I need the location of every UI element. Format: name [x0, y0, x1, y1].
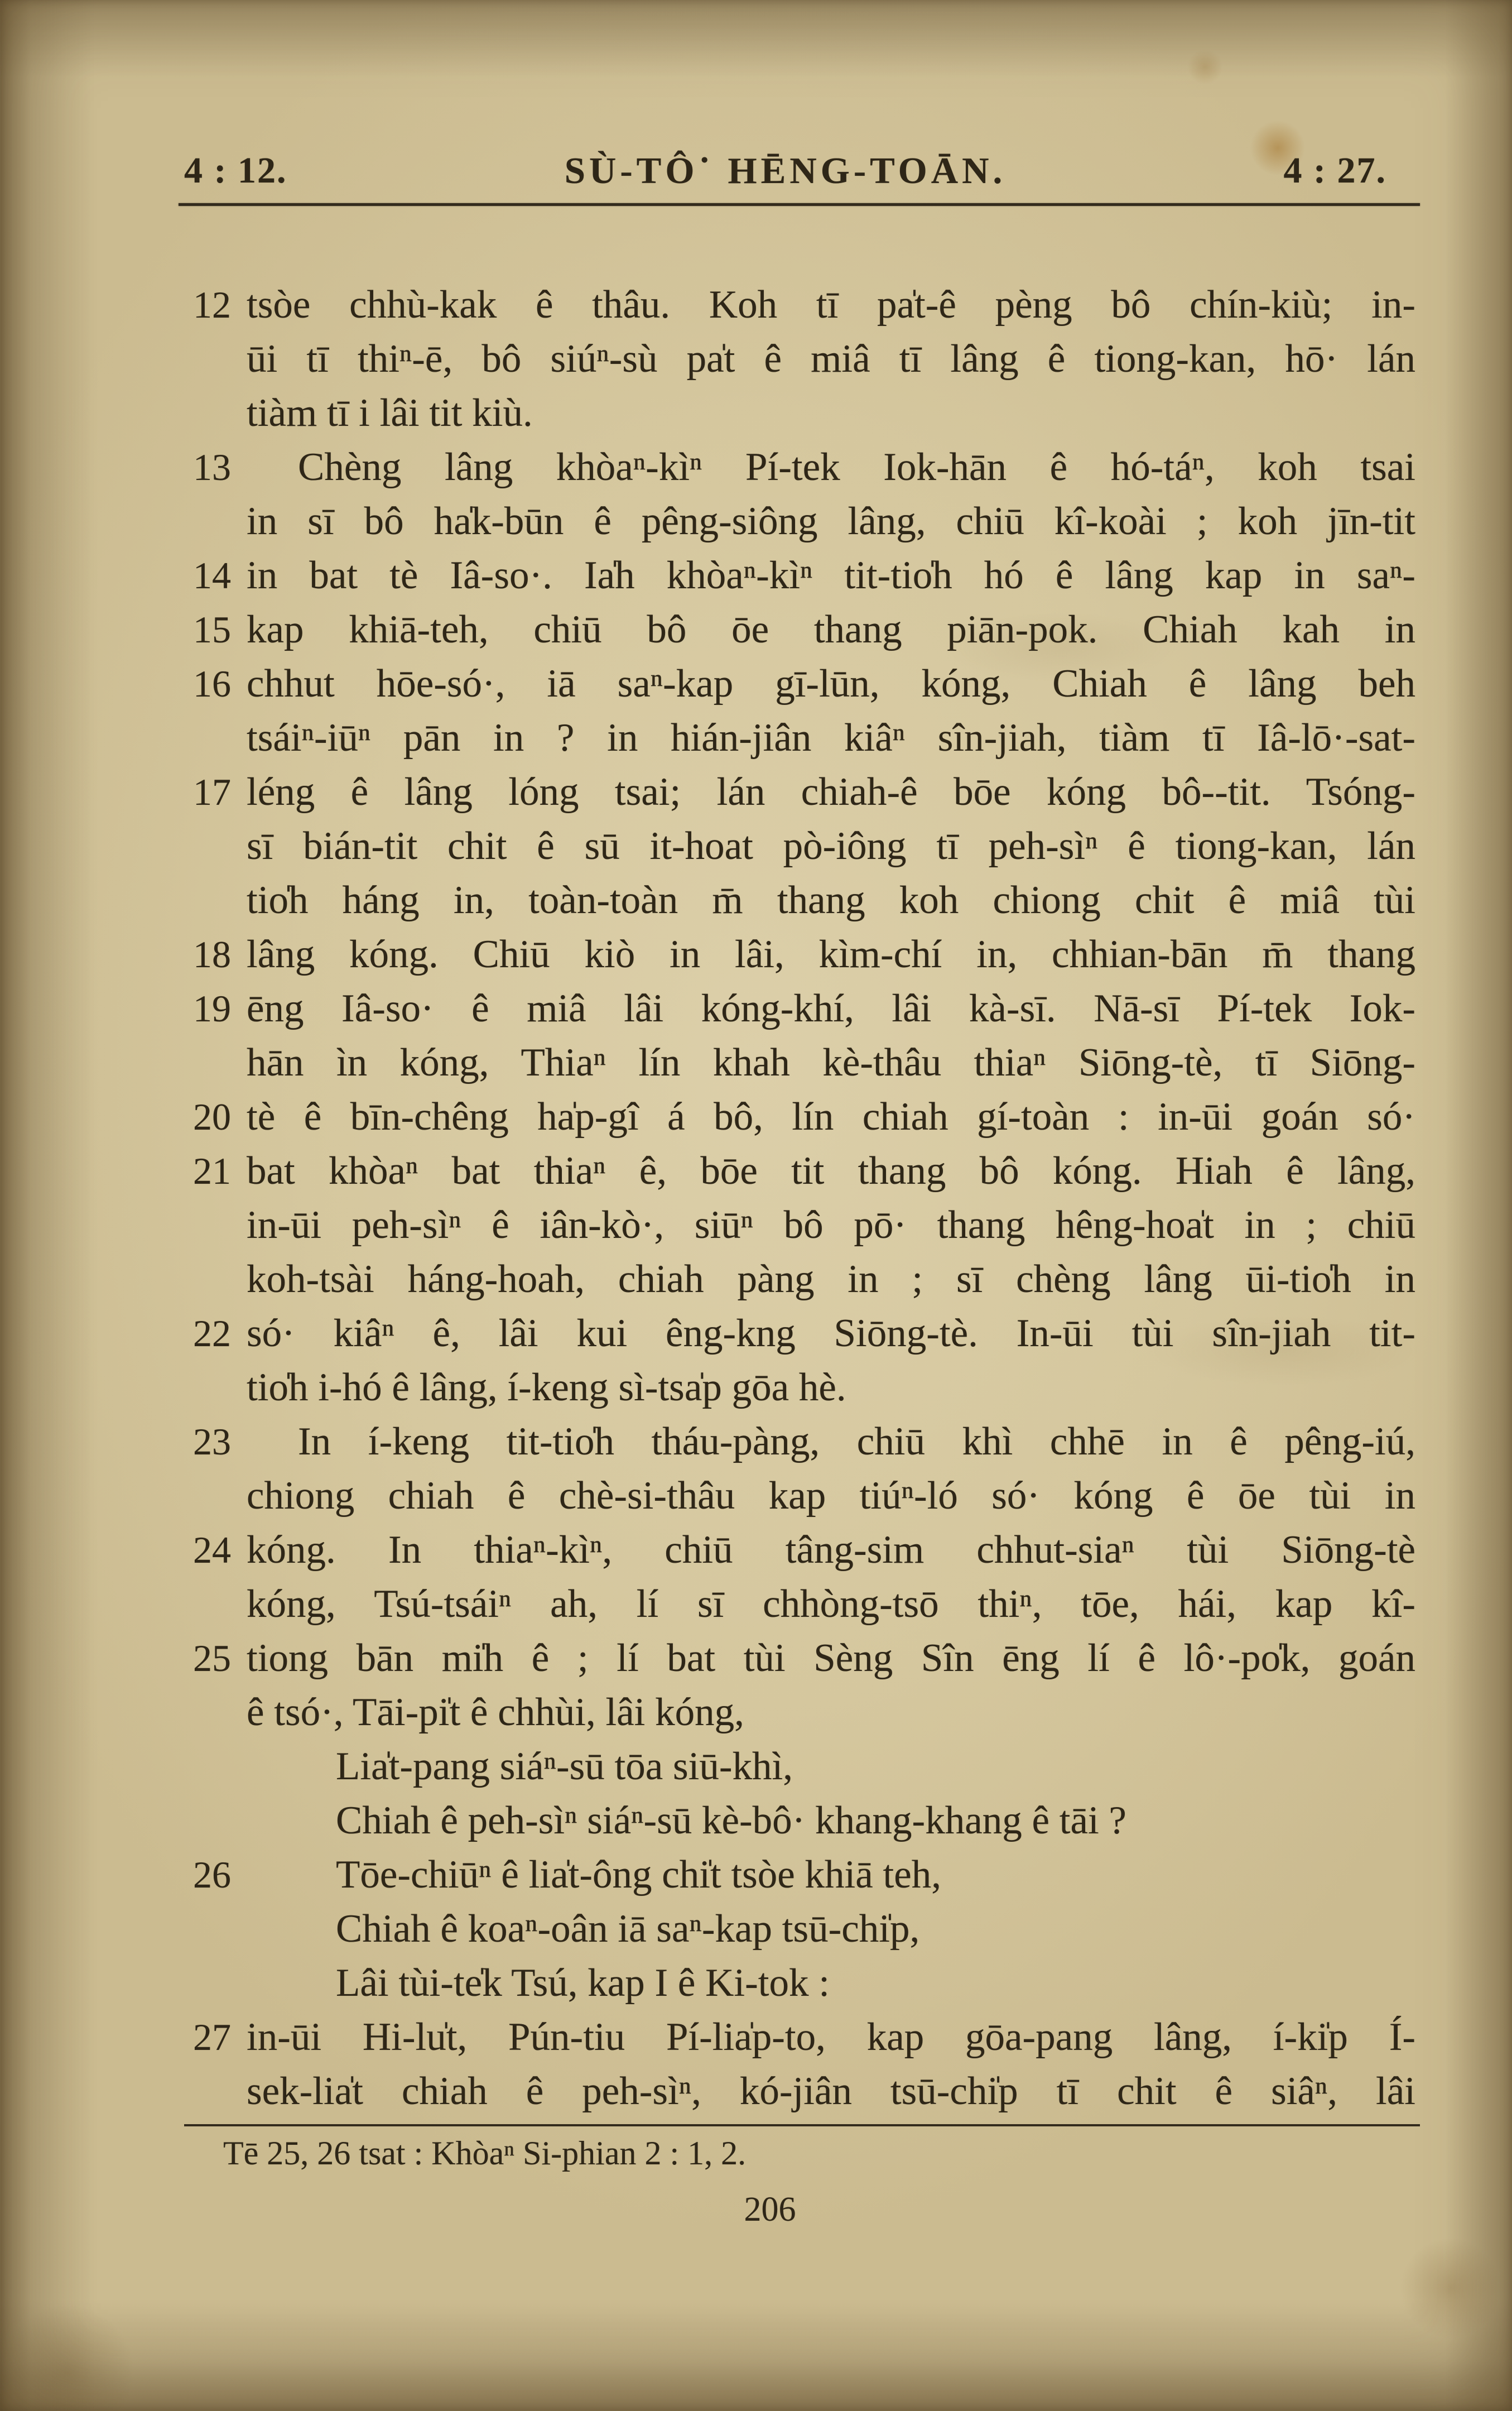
- verse-text: ūi tī thiⁿ-ē, bô siúⁿ-sù pa̍t ê miâ tī lâng ê tiong-kan, hō· lán: [247, 337, 1415, 381]
- header-rule: [179, 203, 1420, 206]
- text-line: [247, 386, 1415, 440]
- verse-text: kóng. In thiaⁿ-kìⁿ, chiū tâng-sim chhut-siaⁿ tùi Siōng-tè: [247, 1528, 1415, 1572]
- text-line: [247, 711, 1415, 765]
- verse-text: só· kiâⁿ ê, lâi kui êng-kng Siōng-tè. In-ūi tùi sîn-jiah tit-: [247, 1312, 1415, 1355]
- verse-text: tiong bān mi̍h ê ; lí bat tùi Sèng Sîn ēng lí ê lô·-po̍k, goán: [247, 1636, 1415, 1680]
- text-line: [193, 440, 1415, 494]
- verse-number: 26: [193, 1853, 231, 1896]
- verse-text: Chiah ê koaⁿ-oân iā saⁿ-kap tsū-chi̍p,: [336, 1907, 920, 1951]
- text-line: [193, 1090, 1415, 1144]
- verse-text: chhut hōe-só·, iā saⁿ-kap gī-lūn, kóng, Chiah ê lâng beh: [247, 662, 1415, 705]
- text-line: [247, 2064, 1415, 2119]
- verse-number: 17: [193, 771, 231, 813]
- verse-number: 13: [193, 446, 231, 488]
- text-line: [193, 278, 1415, 332]
- text-line: [247, 1740, 1415, 1794]
- verse-text: Tōe-chiūⁿ ê lia̍t-ông chi̍t tsòe khiā teh,: [336, 1853, 942, 1896]
- text-line: [247, 1794, 1415, 1848]
- verse-text: sī bián-tit chit ê sū it-hoat pò-iông tī peh-sìⁿ ê tiong-kan, lán: [247, 824, 1415, 868]
- verse-text: léng ê lâng lóng tsai; lán chiah-ê bōe kóng bô--tit. Tsóng-: [247, 770, 1415, 814]
- text-block: [193, 278, 1415, 2119]
- verse-text: in-ūi Hi-lu̍t, Pún-tiu Pí-lia̍p-to, kap gōa-pang lâng, í-ki̍p Í-: [247, 2015, 1415, 2059]
- verse-text: sek-lia̍t chiah ê peh-sìⁿ, kó-jiân tsū-chi̍p tī chit ê siâⁿ, lâi: [247, 2069, 1415, 2113]
- verse-text: bat khòaⁿ bat thiaⁿ ê, bōe tit thang bô kóng. Hiah ê lâng,: [247, 1149, 1415, 1193]
- verse-text: lâng kóng. Chiū kiò in lâi, kìm-chí in, chhian-bān m̄ thang: [247, 933, 1415, 976]
- verse-text: tiàm tī i lâi tit kiù.: [247, 391, 533, 435]
- verse-text: tsáiⁿ-iūⁿ pān in ? in hián-jiân kiâⁿ sîn-jiah, tiàm tī Iâ-lō·-sat-: [247, 716, 1415, 760]
- text-line: [247, 1252, 1415, 1307]
- verse-number: 14: [193, 554, 231, 597]
- verse-text: koh-tsài háng-hoah, chiah pàng in ; sī chèng lâng ūi-tio̍h in: [247, 1257, 1415, 1301]
- verse-text: ê tsó·, Tāi-pi̍t ê chhùi, lâi kóng,: [247, 1690, 744, 1734]
- text-line: [193, 1415, 1415, 1469]
- footnote: Tē 25, 26 tsat : Khòaⁿ Si-phian 2 : 1, 2.: [223, 2135, 747, 2172]
- text-line: [247, 332, 1415, 386]
- header-right-reference: 4 : 27.: [1283, 150, 1386, 191]
- text-line: [247, 1361, 1415, 1415]
- verse-text: kap khiā-teh, chiū bô ōe thang piān-pok. Chiah kah in: [247, 608, 1415, 651]
- page-number: 206: [744, 2191, 796, 2229]
- verse-number: 22: [193, 1312, 231, 1355]
- verse-text: Lâi tùi-te̍k Tsú, kap I ê Ki-tok :: [336, 1961, 830, 2005]
- text-line: [193, 603, 1415, 657]
- verse-text: tsòe chhù-kak ê thâu. Koh tī pa̍t-ê pèng bô chín-kiù; in-: [247, 283, 1415, 326]
- verse-number: 27: [193, 2016, 231, 2058]
- verse-text: Chèng lâng khòaⁿ-kìⁿ Pí-tek Iok-hān ê hó-táⁿ, koh tsai: [298, 445, 1415, 489]
- verse-text: in sī bô ha̍k-būn ê pêng-siông lâng, chiū kî-koài ; koh jīn-tit: [247, 500, 1415, 543]
- verse-number: 16: [193, 662, 231, 705]
- verse-text: Lia̍t-pang siáⁿ-sū tōa siū-khì,: [336, 1745, 793, 1788]
- verse-text: hān ìn kóng, Thiaⁿ lín khah kè-thâu thiaⁿ Siōng-tè, tī Siōng-: [247, 1041, 1415, 1084]
- text-line: [193, 1523, 1415, 1577]
- text-line: [193, 1631, 1415, 1685]
- running-header: [184, 150, 1386, 200]
- text-line: [193, 765, 1415, 819]
- verse-text: kóng, Tsú-tsáiⁿ ah, lí sī chhòng-tsō thiⁿ, tōe, hái, kap kî-: [247, 1582, 1415, 1626]
- text-line: [247, 1956, 1415, 2010]
- verse-text: In í-keng tit-tio̍h tháu-pàng, chiū khì chhē in ê pêng-iú,: [298, 1420, 1415, 1463]
- text-line: [247, 873, 1415, 928]
- verse-number: 19: [193, 987, 231, 1030]
- text-line: [193, 982, 1415, 1036]
- verse-number: 24: [193, 1529, 231, 1571]
- text-line: [193, 1848, 1415, 1902]
- verse-text: ēng Iâ-so· ê miâ lâi kóng-khí, lâi kà-sī. Nā-sī Pí-tek Iok-: [247, 987, 1415, 1030]
- text-line: [193, 1307, 1415, 1361]
- text-line: [247, 1036, 1415, 1090]
- verse-number: 20: [193, 1096, 231, 1138]
- header-left-reference: 4 : 12.: [184, 150, 287, 191]
- text-line: [247, 1577, 1415, 1631]
- verse-number: 25: [193, 1637, 231, 1679]
- verse-number: 15: [193, 608, 231, 651]
- text-line: [193, 1144, 1415, 1198]
- text-line: [247, 1469, 1415, 1523]
- text-line: [247, 1198, 1415, 1252]
- text-line: [193, 657, 1415, 711]
- verse-number: 23: [193, 1420, 231, 1463]
- text-line: [247, 494, 1415, 549]
- verse-text: in bat tè Iâ-so·. Ia̍h khòaⁿ-kìⁿ tit-tio̍h hó ê lâng kap in saⁿ-: [247, 554, 1415, 597]
- text-line: [193, 928, 1415, 982]
- text-line: [247, 1902, 1415, 1956]
- verse-text: Chiah ê peh-sìⁿ siáⁿ-sū kè-bô· khang-khang ê tāi ?: [336, 1799, 1126, 1842]
- verse-text: tio̍h háng in, toàn-toàn m̄ thang koh chiong chit ê miâ tùi: [247, 878, 1415, 922]
- text-line: [193, 2010, 1415, 2064]
- verse-text: tio̍h i-hó ê lâng, í-keng sì-tsa̍p gōa hè.: [247, 1366, 846, 1409]
- verse-number: 21: [193, 1150, 231, 1192]
- verse-number: 18: [193, 933, 231, 976]
- header-title: SÙ-TÔ˙ HĒNG-TOĀN.: [564, 150, 1007, 191]
- verse-text: in-ūi peh-sìⁿ ê iân-kò·, siūⁿ bô pō· thang hêng-hoa̍t in ; chiū: [247, 1203, 1415, 1247]
- text-line: [247, 819, 1415, 873]
- text-line: [193, 549, 1415, 603]
- verse-number: 12: [193, 284, 231, 326]
- verse-text: chiong chiah ê chè-si-thâu kap tiúⁿ-ló só· kóng ê ōe tùi in: [247, 1474, 1415, 1517]
- text-line: [247, 1685, 1415, 1740]
- footnote-rule: [184, 2124, 1420, 2126]
- verse-text: tè ê bīn-chêng ha̍p-gî á bô, lín chiah gí-toàn : in-ūi goán só·: [247, 1095, 1415, 1139]
